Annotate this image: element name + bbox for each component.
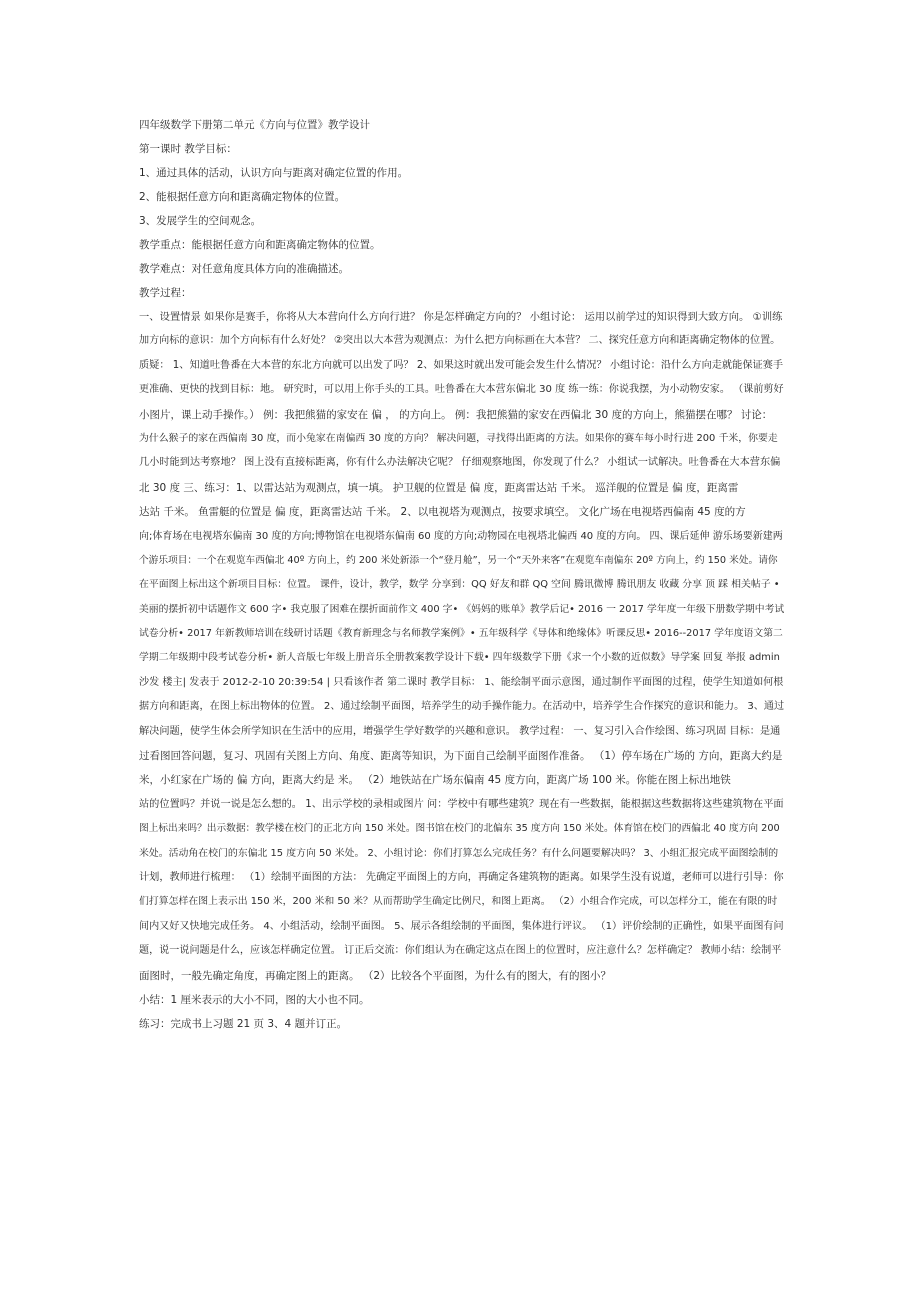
text-line: 小结：1 厘米表示的大小不同，图的大小也不同。 [139, 993, 370, 1006]
paragraph-line: 个游乐项目：一个在观览车西偏北 40º 方向上，约 200 米处新添一个“登月舱”，另一个“天外来客”在观览车南偏东 20º 方向上，约 150 米处。请你 [139, 554, 778, 566]
paragraph-line: 小图片，课上动手操作。） 例：我把熊猫的家安在 偏 ， 的方向上。 例：我把熊猫的家安在西偏北 30 度的方向上，熊猫摆在哪？ 讨论： [139, 408, 773, 421]
text-line: 3、发展学生的空间观念。 [139, 215, 262, 227]
text-line: 第一课时 教学目标： [139, 143, 237, 155]
paragraph-line: 间内又好又快地完成任务。 4、小组活动，绘制平面图。 5、展示各组绘制的平面图，集体进行评议。 （1）评价绘制的正确性，如果平面图有问 [139, 920, 784, 932]
paragraph-line: 米处。活动角在校门的东偏北 15 度方向 50 米处。 2、小组讨论：你们打算怎么完成任务？有什么问题要解决吗？ 3、小组汇报完成平面图绘制的 [139, 847, 779, 859]
text-line: 2、能根据任意方向和距离确定物体的位置。 [139, 191, 346, 203]
paragraph-line: 北 30 度 三、练习：1、以雷达站为观测点，填一填。 护卫舰的位置是 偏 度，距离雷达站 千米。 巡洋舰的位置是 偏 度，距离雷 [139, 481, 739, 494]
paragraph-line: 向;体育场在电视塔东偏南 30 度的方向;博物馆在电视塔东偏南 60 度的方向;动物园在电视塔北偏西 40 度的方向。 四、课后延伸 游乐场要新建两 [139, 530, 783, 542]
paragraph-line: 学期二年级期中段考试卷分析• 新人音版七年级上册音乐全册教案教学设计下载• 四年级数学下册《求一个小数的近似数》导学案 回复 举报 admin [139, 652, 780, 664]
paragraph-line: 据方向和距离，在图上标出物体的位置。 2、通过绘制平面图，培养学生的动手操作能力。在活动中，培养学生合作探究的意识和能力。 3、通过 [139, 701, 784, 713]
text-line: 教学过程： [139, 287, 192, 299]
paragraph-line: 们打算怎样在图上表示出 150 米，200 米和 50 米？从而帮助学生确定比例尺，和图上距离。 （2）小组合作完成，可以怎样分工，能在有限的时 [139, 896, 778, 908]
lesson-body [139, 305, 784, 988]
paragraph-line: 米，小红家在广场的 偏 方向，距离大约是 米。 （2）地铁站在广场东偏南 45 度方向，距离广场 100 米。你能在图上标出地铁 [139, 774, 731, 787]
paragraph-line: 一、设置情景 如果你是赛手，你将从大本营向什么方向行进？ 你是怎样确定方向的？ 小组讨论： 运用以前学过的知识得到大致方向。 ①训练 [139, 311, 783, 323]
paragraph-line: 站的位置吗？并说一说是怎么想的。 1、出示学校的录相或图片 问：学校中有哪些建筑？现在有一些数据，能根据这些数据将这些建筑物在平面 [139, 798, 784, 810]
paragraph-line: 试卷分析• 2017 年新教师培训在线研讨话题《教育新理念与名师教学案例》• 五年级科学《导体和绝缘体》听课反思• 2016--2017 学年度语文第二 [139, 628, 783, 640]
document-body [139, 113, 784, 1036]
paragraph-line: 解决问题，使学生体会所学知识在生活中的应用，增强学生学好数学的兴趣和意识。 教学过程： 一、复习引入合作绘图、练习巩固 目标：是通 [139, 725, 781, 737]
paragraph-line: 计划，教师进行梳理： （1）绘制平面图的方法： 先确定平面图上的方向，再确定各建筑物的距离。如果学生没有说道，老师可以进行引导：你 [139, 871, 784, 883]
document-title: 四年级数学下册第二单元《方向与位置》教学设计 [139, 119, 370, 131]
paragraph-line: 质疑： 1、知道吐鲁番在大本营的东北方向就可以出发了吗？ 2、如果这时就出发可能会发生什么情况？ 小组讨论：沿什么方向走就能保证赛手 [139, 359, 784, 371]
paragraph-line: 在平面图上标出这个新项目目标：位置。 课件，设计，教学，数学 分享到：QQ 好友和群 QQ 空间 腾讯微博 腾讯朋友 收藏 分享 顶 踩 相关帖子 • [139, 579, 780, 591]
paragraph-line: 达站 千米。 鱼雷艇的位置是 偏 度，距离雷达站 千米。 2、以电视塔为观测点，按要求填空。 文化广场在电视塔西偏南 45 度的方 [139, 506, 746, 519]
paragraph-line: 沙发 楼主| 发表于 2012-2-10 20:39:54 | 只看该作者 第二课时 教学目标： 1、能绘制平面示意图，通过制作平面图的过程，使学生知道如何根 [139, 676, 784, 688]
text-line: 1、通过具体的活动，认识方向与距离对确定位置的作用。 [139, 167, 409, 179]
paragraph-line: 为什么猴子的家在西偏南 30 度，而小兔家在南偏西 30 度的方向？ 解决问题，寻找得出距离的方法。如果你的赛车每小时行进 200 千米，你要走 [139, 432, 778, 444]
closing-section [139, 988, 784, 1036]
text-line: 练习：完成书上习题 21 页 3、4 题并订正。 [139, 1017, 348, 1030]
paragraph-line: 图上标出来吗？出示数据：教学楼在校门的正北方向 150 米处。图书馆在校门的北偏东 35 度方向 150 米处。体育馆在校门的西偏北 40 度方向 200 [139, 823, 780, 835]
paragraph-line: 几小时能到达考察地？ 图上没有直接标距离，你有什么办法解决它呢？ 仔细观察地图，你发现了什么？ 小组试一试解决。吐鲁番在大本营东偏 [139, 457, 781, 469]
text-line: 教学重点：能根据任意方向和距离确定物体的位置。 [139, 239, 381, 251]
paragraph-line: 加方向标的意识：加个方向标有什么好处？ ②突出以大本营为观测点：为什么把方向标画在大本营？ 二、探究任意方向和距离确定物体的位置。 [139, 335, 781, 347]
paragraph-line: 美丽的摆折初中话题作文 600 字• 我克服了困难在摆折面前作文 400 字• 《妈妈的账单》教学后记• 2016 一 2017 学年度一年级下册数学期中考试 [139, 603, 784, 615]
intro-section [139, 137, 784, 305]
paragraph-line: 过看图回答问题，复习、巩固有关图上方向、角度、距离等知识，为下面自己绘制平面图作准备。 （1）停车场在广场的 方向，距离大约是 [139, 750, 783, 763]
paragraph-line: 更准确、更快的找到目标：地。 研究时，可以用上你手头的工具。吐鲁番在大本营东偏北 30 度 练一练：你说我摆，为小动物安家。 （课前剪好 [139, 384, 784, 396]
paragraph-line: 面图时，一般先确定角度，再确定图上的距离。 （2）比较各个平面图，为什么有的图大，有的图小？ [139, 969, 612, 982]
text-line: 教学难点：对任意角度具体方向的准确描述。 [139, 263, 349, 275]
paragraph-line: 题，说一说问题是什么，应该怎样确定位置。 订正后交流：你们组认为在确定这点在图上的位置时，应注意什么？怎样确定？ 教师小结：绘制平 [139, 945, 782, 957]
